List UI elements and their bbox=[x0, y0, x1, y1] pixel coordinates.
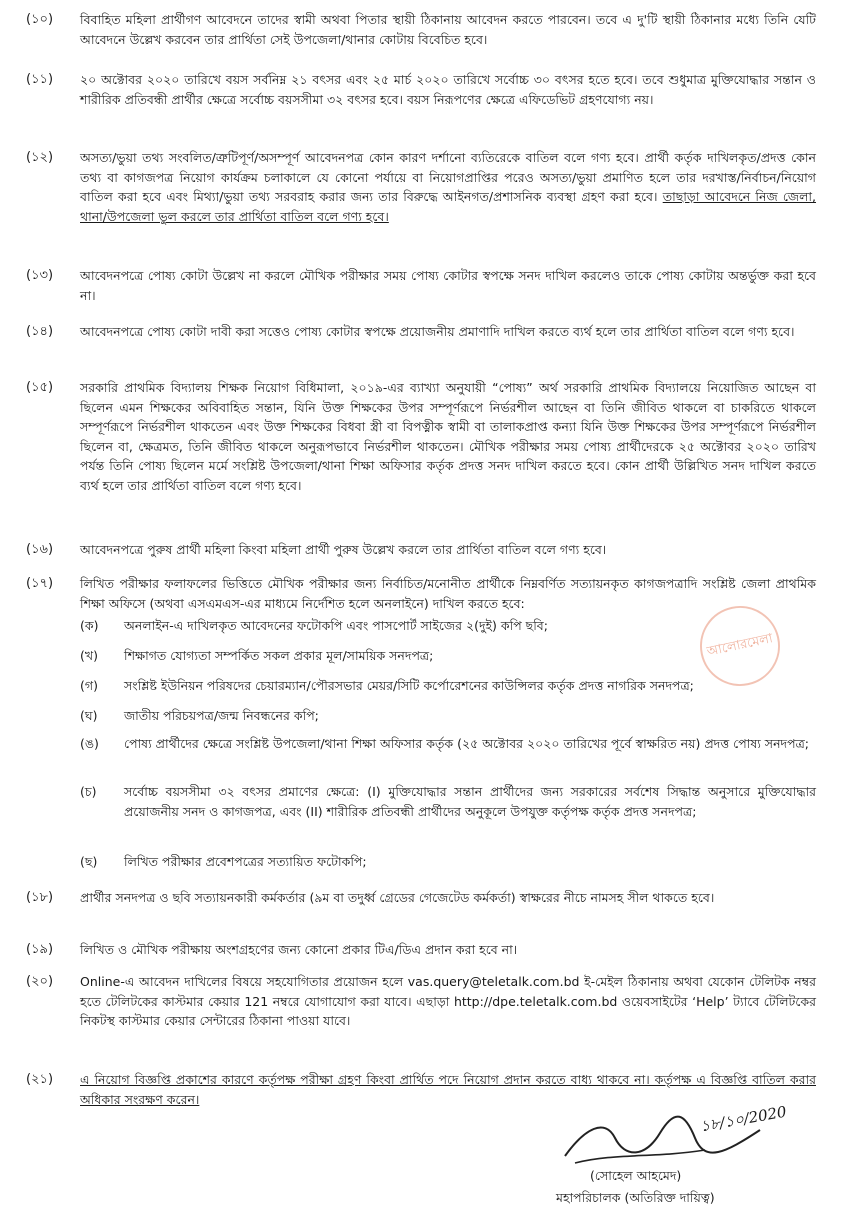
clause-text: আবেদনপত্রে পুরুষ প্রার্থী মহিলা কিংবা মহিলা প্রার্থী পুরুষ উল্লেখ করলে তার প্রার্থিতা বাতিল বলে গণ্য হবে। bbox=[80, 542, 607, 557]
clause-text: বিবাহিত মহিলা প্রার্থীগণ আবেদনে তাদের স্বামী অথবা পিতার স্থায়ী ঠিকানায় আবেদন করতে পারবেন। তবে এ দু'টি স্থায়ী ঠিকানার মধ্যে তিনি যেটি আবেদনে উল্লেখ করবেন তার প্রার্থিতা সেই উপজেলা/থানার কোটায় বিবেচিত হবে। bbox=[80, 12, 816, 47]
clause-number: (১৭) bbox=[26, 576, 54, 591]
subitem-label: (চ) bbox=[80, 784, 97, 799]
subitem-text: লিখিত পরীক্ষার প্রবেশপত্রের সত্যায়িত ফটোকপি; bbox=[124, 854, 367, 869]
subitem-text: অনলাইন-এ দাখিলকৃত আবেদনের ফটোকপি এবং পাসপোর্ট সাইজের ২(দুই) কপি ছবি; bbox=[124, 618, 548, 633]
clause-number: (১৫) bbox=[26, 380, 54, 395]
clause-number: (২০) bbox=[26, 974, 54, 989]
subitem-text: পোষ্য প্রার্থীদের ক্ষেত্রে সংশ্লিষ্ট উপজেলা/থানা শিক্ষা অফিসার কর্তৃক (২৫ অক্টোবর ২০২০ তারিখের পূর্বে স্বাক্ষরিত নয়) প্রদত্ত পোষ্য সনদপত্র; bbox=[124, 736, 809, 751]
subitem-label: (গ) bbox=[80, 678, 98, 693]
clause-number: (১২) bbox=[26, 150, 54, 165]
clause-text: ২০ অক্টোবর ২০২০ তারিখে বয়স সর্বনিম্ন ২১ বৎসর এবং ২৫ মার্চ ২০২০ তারিখে সর্বোচ্চ ৩০ বৎসর হতে হবে। তবে শুধুমাত্র মুক্তিযোদ্ধার সন্তান ও শারীরিক প্রতিবন্ধী প্রার্থীর ক্ষেত্রে সর্বোচ্চ বয়সসীমা ৩২ বৎসর হবে। বয়স নিরূপণের ক্ষেত্রে এফিডেভিট গ্রহণযোগ্য নয়। bbox=[80, 72, 816, 107]
clause-number: (১০) bbox=[26, 12, 54, 27]
subitem-text: শিক্ষাগত যোগ্যতা সম্পর্কিত সকল প্রকার মূল/সাময়িক সনদপত্র; bbox=[124, 648, 434, 663]
subitem-text: সংশ্লিষ্ট ইউনিয়ন পরিষদের চেয়ারম্যান/পৌরসভার মেয়র/সিটি কর্পোরেশনের কাউন্সিলর কর্তৃক প্রদত্ত নাগরিক সনদপত্র; bbox=[124, 678, 694, 693]
clause-text: Online-এ আবেদন দাখিলের বিষয়ে সহযোগিতার প্রয়োজন হলে vas.query@teletalk.com.bd ই-মেইল ঠিকানায় অথবা যেকোন টেলিটক নম্বর হতে টেলিটকের কাস্টমার কেয়ার 121 নম্বরে যোগাযোগ করা যাবে। এছাড়া http://dpe.teletalk.com.bd ওয়েবসাইটের ‘Help’ ট্যাবে টেলিটকের নিকটস্থ কাস্টমার কেয়ার সেন্টারের ঠিকানা পাওয়া যাবে। bbox=[80, 974, 816, 1028]
subitem-label: (ক) bbox=[80, 618, 99, 633]
signature-date: ১৮/১০/2020 bbox=[698, 1102, 788, 1136]
clause-text: আবেদনপত্রে পোষ্য কোটা উল্লেখ না করলে মৌখিক পরীক্ষার সময় পোষ্য কোটার স্বপক্ষে সনদ দাখিল করলেও তাকে পোষ্য কোটায় অন্তর্ভুক্ত করা হবে না। bbox=[80, 268, 816, 303]
subitem-label: (ছ) bbox=[80, 854, 98, 869]
clause-text bbox=[80, 148, 816, 226]
clause-number: (২১) bbox=[26, 1072, 54, 1087]
clause-number: (১৮) bbox=[26, 890, 54, 905]
clause-text: এ নিয়োগ বিজ্ঞপ্তি প্রকাশের কারণে কর্তৃপক্ষ পরীক্ষা গ্রহণ কিংবা প্রার্থিত পদে নিয়োগ প্রদান করতে বাধ্য থাকবে না। কর্তৃপক্ষ এ বিজ্ঞপ্তি বাতিল করার অধিকার সংরক্ষণ করেন। bbox=[80, 1072, 816, 1107]
subitem-text: সর্বোচ্চ বয়সসীমা ৩২ বৎসর প্রমাণের ক্ষেত্রে: (I) মুক্তিযোদ্ধার সন্তান প্রার্থীদের জন্য সরকারের সর্বশেষ সিদ্ধান্ত অনুসারে মুক্তিযোদ্ধার প্রয়োজনীয় সনদ ও কাগজপত্র, এবং (II) শারীরিক প্রতিবন্ধী প্রার্থীদের অনুকূলে উপযুক্ত কর্তৃপক্ষ কর্তৃক প্রদত্ত সনদপত্র; bbox=[124, 784, 816, 819]
clause-number: (১৪) bbox=[26, 324, 54, 339]
clause-12-body: অসত্য/ভুয়া তথ্য সংবলিত/ত্রুটিপূর্ণ/অসম্পূর্ণ আবেদনপত্র কোন কারণ দর্শানো ব্যতিরেকে বাতিল বলে গণ্য হবে। প্রার্থী কর্তৃক দাখিলকৃত/প্রদত্ত কোন তথ্য বা কাগজপত্র নিয়োগ কার্যক্রম চলাকালে যে কোনো পর্যায়ে বা নিয়োগপ্রাপ্তির পরেও অসত্য/ভুয়া প্রমাণিত হলে তার দরখাস্ত/নির্বাচন/নিয়োগ বাতিল করা হবে এবং মিথ্যা/ভুয়া তথ্য সরবরাহ করার জন্য তার বিরুদ্ধে আইনগত/প্রশাসনিক ব্যবস্থা গ্রহণ করা হবে। bbox=[80, 150, 816, 204]
clause-number: (১৯) bbox=[26, 942, 54, 957]
watermark-stamp: আলোরমেলা bbox=[693, 599, 788, 694]
subitem-label: (ঙ) bbox=[80, 736, 99, 751]
clause-text: লিখিত ও মৌখিক পরীক্ষায় অংশগ্রহণের জন্য কোনো প্রকার টিএ/ডিএ প্রদান করা হবে না। bbox=[80, 942, 518, 957]
subitem-text: জাতীয় পরিচয়পত্র/জন্ম নিবন্ধনের কপি; bbox=[124, 708, 319, 723]
subitem-label: (খ) bbox=[80, 648, 98, 663]
clause-text: সরকারি প্রাথমিক বিদ্যালয় শিক্ষক নিয়োগ বিধিমালা, ২০১৯-এর ব্যাখ্যা অনুযায়ী “পোষ্য” অর্থ সরকারি প্রাথমিক বিদ্যালয়ে নিয়োজিত আছেন বা ছিলেন এমন শিক্ষকের অবিবাহিত সন্তান, যিনি উক্ত শিক্ষকের উপর সম্পূর্ণরূপে নির্ভরশীল আছেন বা তিনি জীবিত থাকলে বা চাকরিতে থাকলে সম্পূর্ণরূপে নির্ভরশীল থাকতেন এবং উক্ত শিক্ষকের বিধবা স্ত্রী বা বিপত্নীক স্বামী বা তালাকপ্রাপ্ত কন্যা যিনি উক্ত শিক্ষকের উপর সম্পূর্ণরূপে নির্ভরশীল ছিলেন বা, ক্ষেত্রমত, তিনি জীবিত থাকলে অনুরূপভাবে নির্ভরশীল থাকতেন। মৌখিক পরীক্ষার সময় পোষ্য প্রার্থীদেরকে ২৫ অক্টোবর ২০২০ তারিখ পর্যন্ত তিনি পোষ্য ছিলেন মর্মে সংশ্লিষ্ট উপজেলা/থানা শিক্ষা অফিসার কর্তৃক প্রদত্ত সনদ দাখিল করতে হবে। কোন প্রার্থী উল্লিখিত সনদ দাখিল করতে ব্যর্থ হলে তার প্রার্থিতা বাতিল বলে গণ্য হবে। bbox=[80, 380, 816, 493]
signatory-name: (সোহেল আহমেদ) bbox=[590, 1168, 682, 1183]
signatory-title: মহাপরিচালক (অতিরিক্ত দায়িত্ব) bbox=[556, 1190, 715, 1205]
subitem-label: (ঘ) bbox=[80, 708, 98, 723]
clause-number: (১৩) bbox=[26, 268, 54, 283]
clause-number: (১৬) bbox=[26, 542, 54, 557]
clause-text: আবেদনপত্রে পোষ্য কোটা দাবী করা সত্তেও পোষ্য কোটার স্বপক্ষে প্রয়োজনীয় প্রমাণাদি দাখিল করতে ব্যর্থ হলে তার প্রার্থিতা বাতিল বলে গণ্য হবে। bbox=[80, 324, 795, 339]
clause-text: প্রার্থীর সনদপত্র ও ছবি সত্যায়নকারী কর্মকর্তার (৯ম বা তদুর্ধ্ব গ্রেডের গেজেটেড কর্মকর্তা) স্বাক্ষরের নীচে নামসহ সীল থাকতে হবে। bbox=[80, 890, 715, 905]
clause-12-underlined: তাছাড়া আবেদনে নিজ জেলা, থানা/উপজেলা ভুল করলে তার প্রার্থিতা বাতিল বলে গণ্য হবে। bbox=[80, 189, 817, 224]
clause-number: (১১) bbox=[26, 72, 54, 87]
clause-text: লিখিত পরীক্ষার ফলাফলের ভিত্তিতে মৌখিক পরীক্ষার জন্য নির্বাচিত/মনোনীত প্রার্থীকে নিম্নবর্ণিত সত্যায়নকৃত কাগজপত্রাদি সংশ্লিষ্ট জেলা প্রাথমিক শিক্ষা অফিসে (অথবা এসএমএস-এর মাধ্যমে নির্দেশিত হলে অনলাইনে) দাখিল করতে হবে: bbox=[80, 576, 816, 611]
